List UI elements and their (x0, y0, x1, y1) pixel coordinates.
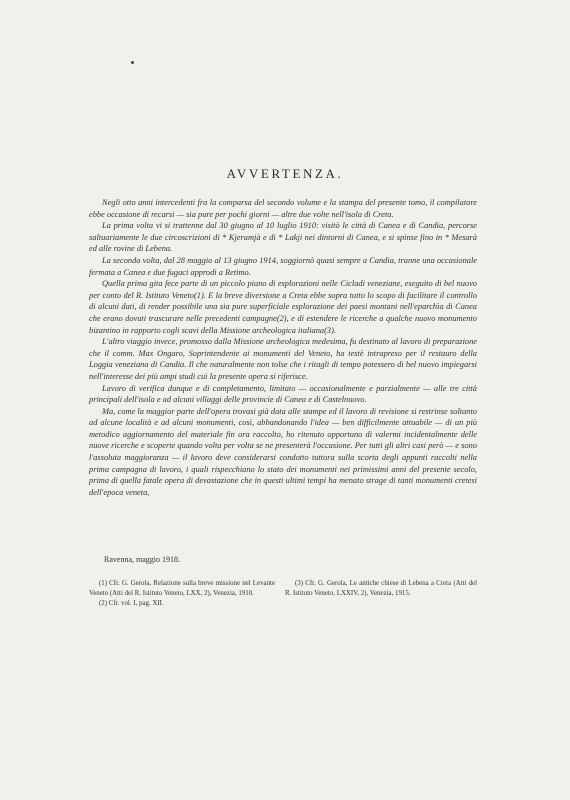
paragraph: Lavoro di verifica dunque e di completamento, limitato — occasionalmente e parzialmente — alle tre città principali dell'isola e ad alcuni villaggi delle provincie di Canea e di Castelnuovo. (89, 383, 477, 405)
date-line: Ravenna, maggio 1918. (104, 555, 180, 564)
paragraph: La prima volta vi si trattenne dal 30 giugno al 10 luglio 1910: visitò le città di Canea e di Candia, percorse saltuariamente le due circoscrizioni di * Kjeramjà e di * Lakji nei dintorni di Canea, e si spinse fino in * Mesarà ed alle rovine di Lebena. (89, 221, 477, 254)
paragraph: Negli otto anni intercedenti fra la comparsa del secondo volume e la stampa del presente tomo, il compilatore ebbe occasione di recarsi — sia pure per pochi giorni — altre due volte nell'isola di Creta. (89, 198, 477, 219)
ink-speck (131, 61, 134, 64)
footnotes-left (89, 579, 275, 608)
footnotes-right (285, 579, 477, 599)
paragraph: Ma, come la maggior parte dell'opera trovasi già data alle stampe ed il lavoro di revisione si restrinse soltanto ad alcune località e ad alcuni monumenti, così, abbandonando l'idea — ben difficilmente attuabile — di un più metodico aggiornamento del materiale fin ora raccolto, ho ritenuto opportuno di valermi incidentalmente delle nuove ricerche e scoperte quando volta per volta se ne presenterà l'occasione. Per tutti gli altri casi però — e sono l'assoluta maggioranza — il lavoro deve considerarsi condotto tuttora sulla scorta degli appunti raccolti nella prima campagna di lavoro, i quali rispecchiano lo stato dei monumenti nei primissimi anni del presente secolo, prima di quella fatale opera di devastazione che in questi ultimi tempi ha menato strage di tanti monumenti cretesi dell'epoca veneta, (89, 406, 477, 497)
paragraph: La seconda volta, dal 28 maggio al 13 giugno 1914, soggiornò quasi sempre a Candia, tranne una occasionale fermata a Canea e due fugaci approdi a Retimo. (89, 255, 477, 277)
paragraph: Quella prima gita fece parte di un piccolo piano di esplorazioni nelle Cicladi veneziane, eseguito di bel nuovo per conto del R. Istituto Veneto(1). E la breve diversione a Creta ebbe sopra tutto lo scopo di facilitare il controllo di alcuni dati, di render possibile una sia pure superficiale esplorazione dei paesi montani nell'eparchìa di Canea che erano dovuti trascurare nelle precedenti campagne(2), e di estendere le ricerche a qualche nuovo monumento bizantino in rapporto cogli scavi della Missione archeologica italiana(3). (89, 279, 477, 335)
paragraph: L'altro viaggio invece, promosso dalla Missione archeologica medesima, fu destinato al lavoro di preparazione che il comm. Max Ongaro, Soprintendente ai monumenti del Veneto, ha testè intrapreso per il restauro della Loggia veneziana di Candia. Il che naturalmente non tolse che i ritagli di tempo potessero di bel nuovo impiegarsi nell'interesse dei più ampi studi cui la presente opera si riferisce. (89, 337, 477, 381)
footnote: (1) Cfr. G. Gerola, Relazione sulla breve missione nel Levante Veneto (Atti del R. Istituto Veneto, LXX, 2), Venezia, 1910. (89, 580, 275, 597)
footnote: (2) Cfr. vol. I, pag. XII. (99, 599, 164, 607)
body-text (89, 197, 477, 498)
footnote: (3) Cfr. G. Gerola, Le antiche chiese di Lebena a Creta (Atti del R. Istituto Veneto, LXXIV, 2), Venezia, 1915. (285, 580, 477, 597)
page-title: AVVERTENZA. (226, 166, 344, 181)
